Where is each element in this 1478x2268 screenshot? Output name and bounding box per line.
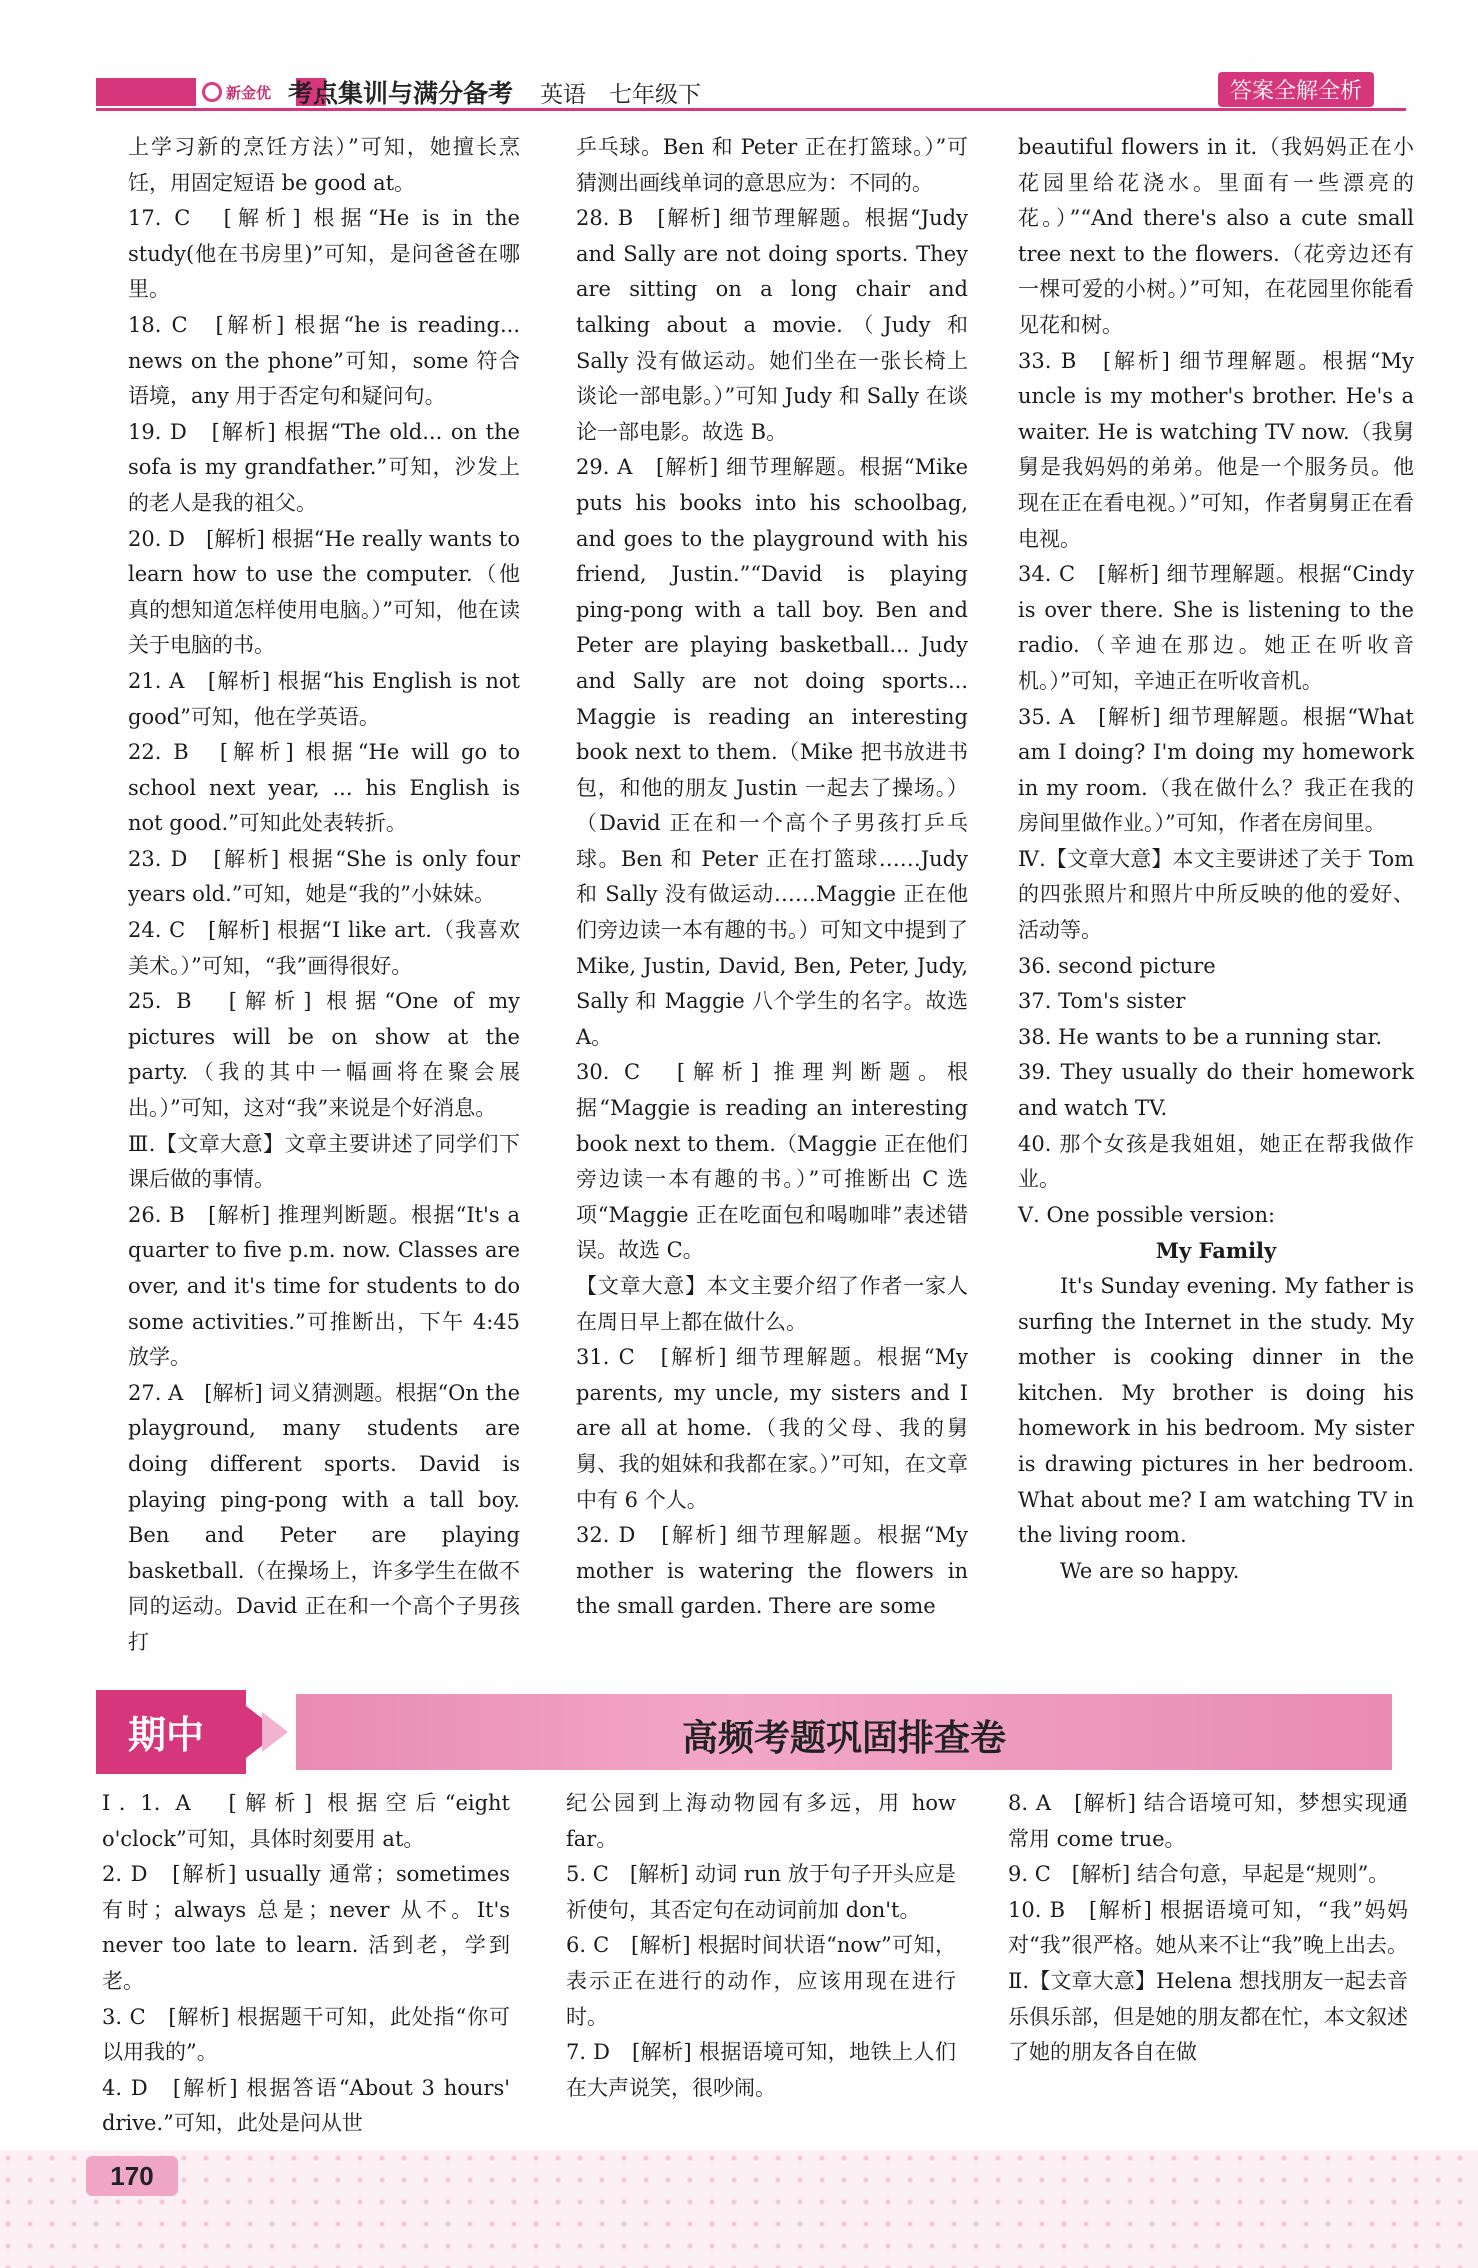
midterm-column-1 [102,1786,510,2142]
midterm-column-3 [1008,1786,1408,2071]
answer-paragraph: 35. A [解析] 细节理解题。根据“What am I doing? I'm doing my homework in my room.（我在做什么？我正在我的房间里做作业。）”可知，作者在房间里。 [1018,704,1414,836]
answer-paragraph: 31. C [解析] 细节理解题。根据“My parents, my uncle, my sisters and I are all at home.（我的父母、我的舅舅、我的姐妹和我都在家。）”可知，在文章中有 6 个人。 [576,1345,968,1512]
answer-paragraph: 纪公园到上海动物园有多远，用 how far。 [566,1791,956,1851]
answer-paragraph: 6. C [解析] 根据时间状语“now”可知，表示正在进行的动作，应该用现在进行时。 [566,1933,956,2029]
answer-paragraph: 5. C [解析] 动词 run 放于句子开头应是祈使句，其否定句在动词前加 don't。 [566,1862,956,1922]
answer-paragraph: 39. They usually do their homework and watch TV. [1018,1060,1414,1121]
brand-logo [196,73,296,111]
section-summary: Ⅲ.【文章大意】文章主要讲述了同学们下课后做的事情。 [128,1131,520,1192]
answer-column-3 [1018,130,1414,1589]
book-subject: 英语 七年级下 [540,82,701,108]
book-title: 考点集训与满分备考 [288,79,514,108]
answer-paragraph: 24. C [解析] 根据“I like art.（我喜欢美术。）”可知，“我”画得很好。 [128,918,520,978]
essay-title: My Family [1155,1238,1277,1264]
answer-paragraph: 乒乓球。Ben 和 Peter 正在打篮球。）”可猜测出画线单词的意思应为：不同的。 [576,135,968,195]
answer-paragraph: 3. C [解析] 根据题干可知，此处指“你可以用我的”。 [102,2004,510,2065]
answer-paragraph: Ⅴ. One possible version: [1018,1202,1276,1227]
answer-paragraph: 33. B [解析] 细节理解题。根据“My uncle is my mother's brother. He's a waiter. He is watching TV now.（我舅舅是我妈妈的弟弟。他是一个服务员。他现在正在看电视。）”可知，作者舅舅正在看电视。 [1018,348,1414,551]
answer-paragraph: 8. A [解析] 结合语境可知，梦想实现通常用 come true。 [1008,1791,1408,1851]
answer-paragraph: 28. B [解析] 细节理解题。根据“Judy and Sally are not doing sports. They are sitting on a long chair and talking about a movie.（Judy 和 Sally 没有做运动。她们坐在一张长椅上谈论一部电影。）”可知 Judy 和 Sally 在谈论一部电影。故选 B。 [576,206,968,444]
essay-closing: We are so happy. [1060,1558,1240,1583]
banner-title: 高频考题巩固排查卷 [681,1718,1006,1759]
page-header [0,60,1478,122]
answer-paragraph: 34. C [解析] 细节理解题。根据“Cindy is over there. She is listening to the radio.（辛迪在那边。她正在听收音机。）”可知，辛迪正在听收音机。 [1018,562,1414,693]
banner-label: 期中 [128,1713,205,1757]
section-tag: 答案全解全析 [1218,72,1374,107]
section-banner [96,1690,1392,1774]
answer-paragraph: 40. 那个女孩是我姐姐，她正在帮我做作业。 [1018,1131,1414,1192]
answer-paragraph: beautiful flowers in it.（我妈妈正在小花园里给花浇水。里面有一些漂亮的花。）”“And there's also a cute small tree next to the flowers.（花旁边还有一棵可爱的小树。）”可知，在花园里你能看见花和树。 [1018,135,1414,337]
answer-paragraph: 27. A [解析] 词义猜测题。根据“On the playground, many students are doing different sports. David is playing ping-pong with a tall boy. Ben and Peter are playing basketball.（在操场上，许多学生在做不同的运动。David 正在和一个高个子男孩打 [128,1380,520,1654]
answer-paragraph: 7. D [解析] 根据语境可知，地铁上人们在大声说笑，很吵闹。 [566,2040,956,2100]
essay-body: It's Sunday evening. My father is surfing the Internet in the study. My mother is cooking dinner in the kitchen. My brother is doing his homework in his bedroom. My sister is drawing pictures in her bedroom. What about me? I am watching TV in the living room. [1018,1274,1414,1548]
answer-paragraph: 9. C [解析] 结合句意，早起是“规则”。 [1008,1862,1390,1887]
answer-paragraph: 36. second picture [1018,953,1216,978]
answer-paragraph: 10. B [解析] 根据语境可知，“我”妈妈对“我”很严格。她从来不让“我”晚上出去。 [1008,1897,1408,1958]
answer-paragraph: 21. A [解析] 根据“his English is not good”可知，他在学英语。 [128,668,520,729]
answer-paragraph: 4. D [解析] 根据答语“About 3 hours' drive.”可知，此处是问从世 [102,2075,510,2136]
answer-paragraph: Ⅰ. 1. A [解析] 根据空后“eight o'clock”可知，具体时刻要用 at。 [102,1791,510,1851]
answer-paragraph: 17. C [解析] 根据“He is in the study(他在书房里)”可知，是问爸爸在哪里。 [128,206,520,302]
answer-paragraph: 23. D [解析] 根据“She is only four years old.”可知，她是“我的”小妹妹。 [128,846,520,907]
page-footer-pattern [0,2150,1478,2268]
brand-name: 新金优 [226,83,272,102]
brand-logo-icon [202,82,222,102]
answer-paragraph: 上学习新的烹饪方法）”可知，她擅长烹饪，用固定短语 be good at。 [128,135,520,195]
answer-paragraph: 20. D [解析] 根据“He really wants to learn how to use the computer.（他真的想知道怎样使用电脑。）”可知，他在读关于电脑的书。 [128,526,520,658]
answer-paragraph: 19. D [解析] 根据“The old... on the sofa is my grandfather.”可知，沙发上的老人是我的祖父。 [128,419,520,515]
answer-column-2 [576,130,968,1625]
banner-title-box [296,1694,1392,1770]
answer-paragraph: 25. B [解析] 根据“One of my pictures will be on show at the party.（我的其中一幅画将在聚会展出。）”可知，这对“我”来说是个好消息。 [128,989,520,1121]
banner-arrow-accent-icon [262,1712,288,1752]
answer-paragraph: 2. D [解析] usually 通常；sometimes 有时；always 总是；never 从不。It's never too late to learn. 活到老，学到老。 [102,1862,510,1993]
answer-paragraph: 29. A [解析] 细节理解题。根据“Mike puts his books into his schoolbag, and goes to the playground with his friend, Justin.”“David is playing ping-pong with a tall boy. Ben and Peter are playing basketball... Judy and Sally are not doing sports... Maggie is reading an interesting book next to them.（Mike 把书放进书包，和他的朋友 Justin 一起去了操场。）（David 正在和一个高个子男孩打乒乓球。Ben 和 Peter 正在打篮球……Judy 和 Sally 没有做运动……Maggie 正在他们旁边读一本有趣的书。）可知文中提到了 Mike, Justin, David, Ben, Peter, Judy, Sally 和 Maggie 八个学生的名字。故选 A。 [576,455,968,1049]
answer-paragraph: 22. B [解析] 根据“He will go to school next year, ... his English is not good.”可知此处表转折。 [128,740,520,836]
answer-paragraph: 37. Tom's sister [1018,989,1186,1014]
answer-paragraph: 30. C [解析] 推理判断题。根据“Maggie is reading an interesting book next to them.（Maggie 正在他们旁边读一本有趣的书。）”可推断出 C 选项“Maggie 正在吃面包和喝咖啡”表述错误。故选 C。 [576,1060,968,1263]
midterm-column-2 [566,1786,956,2106]
answer-paragraph: 18. C [解析] 根据“he is reading... news on the phone”可知，some 符合语境，any 用于否定句和疑问句。 [128,312,520,409]
header-divider [96,108,1406,111]
section-summary: 【文章大意】本文主要介绍了作者一家人在周日早上都在做什么。 [576,1274,968,1334]
answer-paragraph: 38. He wants to be a running star. [1018,1024,1383,1049]
banner-label-box [96,1690,246,1774]
section-summary: Ⅱ.【文章大意】Helena 想找朋友一起去音乐俱乐部，但是她的朋友都在忙，本文叙述了她的朋友各自在做 [1008,1968,1408,2065]
answer-paragraph: 32. D [解析] 细节理解题。根据“My mother is watering the flowers in the small garden. There are some [576,1523,968,1619]
answer-paragraph: 26. B [解析] 推理判断题。根据“It's a quarter to five p.m. now. Classes are over, and it's time for students to do some activities.”可推断出，下午 4:45 放学。 [128,1202,520,1370]
answer-column-1 [128,130,520,1661]
section-summary: Ⅳ.【文章大意】本文主要讲述了关于 Tom 的四张照片和照片中所反映的他的爱好、活动等。 [1018,846,1414,943]
page-number: 170 [86,2156,178,2196]
